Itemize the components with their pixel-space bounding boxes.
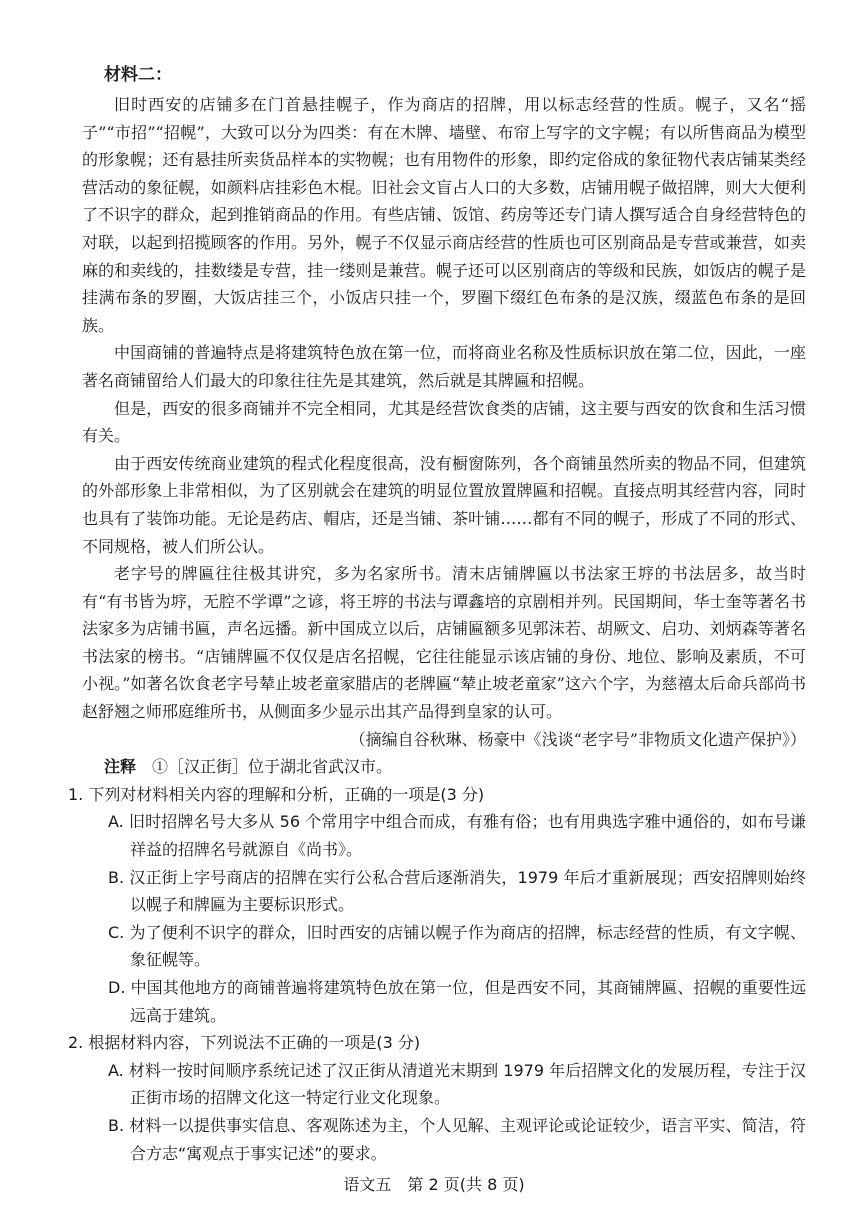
source-citation: （摘编自谷秋琳、杨豪中《浅谈“老字号”非物质文化遗产保护》） [349, 729, 806, 749]
question-stem: 1. 下列对材料相关内容的理解和分析，正确的一项是(3 分) [68, 784, 485, 804]
question-stem: 2. 根据材料内容，下列说法不正确的一项是(3 分) [68, 1033, 421, 1053]
option-a: A. 旧时招牌名号大多从 56 个常用字中组合而成，有雅有俗；也有用典选字雅中通俗的，如布号谦祥益的招牌名号就源自《尚书》。 [108, 812, 806, 860]
question-1 [68, 781, 806, 1029]
material-paragraph: 老字号的牌匾往往极其讲究，多为名家所书。清末店铺牌匾以书法家王垿的书法居多，故当时有“有书皆为垿，无腔不学谭”之谚，将王垿的书法与谭鑫培的京剧相并列。民国期间，华士奎等著名书法家多为店铺书匾，声名远播。新中国成立以后，店铺匾额多见郭沫若、胡厥文、启功、刘炳森等著名书法家的榜书。“店铺牌匾不仅仅是店名招幌，它往往能显示该店铺的身份、地位、影响及素质，不可小视。”如著名饮食老字号辇止坡老童家腊店的老牌匾“辇止坡老童家”这六个字，为慈禧太后命兵部尚书赵舒翘之师邢庭维所书，从侧面多少显示出其产品得到皇家的认可。 [82, 564, 806, 722]
material-paragraph: 由于西安传统商业建筑的程式化程度很高，没有橱窗陈列，各个商铺虽然所卖的物品不同，但建筑的外部形象上非常相似，为了区别就会在建筑的明显位置放置牌匾和招幌。直接点明其经营内容，同时也具有了装饰功能。无论是药店、帽店，还是当铺、茶叶铺……都有不同的幌子，形成了不同的形式、不同规格，被人们所公认。 [82, 453, 806, 556]
material-heading: 材料二： [104, 65, 172, 85]
material-paragraph: 但是，西安的很多商铺并不完全相同，尤其是经营饮食类的店铺，这主要与西安的饮食和生活习惯有关。 [82, 398, 806, 446]
material-paragraph: 旧时西安的店铺多在门首悬挂幌子，作为商店的招牌，用以标志经营的性质。幌子，又名“摇子”“市招”“招幌”，大致可以分为四类：有在木牌、墙壁、布帘上写字的文字幌；有以所售商品为模型的形象幌；还有悬挂所卖货品样本的实物幌；也有用物件的形象，即约定俗成的象征物代表店铺某类经营活动的象征幌，如颜料店挂彩色木棍。旧社会文盲占人口的大多数，店铺用幌子做招牌，则大大便利了不识字的群众，起到推销商品的作用。有些店铺、饭馆、药房等还专门请人撰写适合自身经营特色的对联，以起到招揽顾客的作用。另外，幌子不仅显示商店经营的性质也可区别商品是专营或兼营，如卖麻的和卖线的，挂数缕是专营，挂一缕则是兼营。幌子还可以区别商店的等级和民族，如饭店的幌子是挂满布条的罗圈，大饭店挂三个，小饭店只挂一个，罗圈下缀红色布条的是汉族，缀蓝色布条的是回族。 [82, 95, 806, 335]
option-c: C. 为了便利不识字的群众，旧时西安的店铺以幌子作为商店的招牌，标志经营的性质，有文字幌、象征幌等。 [108, 922, 806, 970]
option-b: B. 材料一以提供事实信息、客观陈述为主，个人见解、主观评论或论证较少，语言平实、简洁，符合方志“寓观点于事实记述”的要求。 [108, 1115, 806, 1163]
material-paragraph: 中国商铺的普遍特点是将建筑特色放在第一位，而将商业名称及性质标识放在第二位，因此，一座著名商铺留给人们最大的印象往往先是其建筑，然后就是其牌匾和招幌。 [82, 343, 806, 390]
note-label: 注释 [104, 757, 137, 777]
option-b: B. 汉正街上字号商店的招牌在实行公私合营后逐渐消失，1979 年后才重新展现；西安招牌则始终以幌子和牌匾为主要标识形式。 [108, 867, 806, 915]
option-a: A. 材料一按时间顺序系统记述了汉正街从清道光末期到 1979 年后招牌文化的发展历程，专注于汉正街市场的招牌文化这一特定行业文化现象。 [108, 1060, 806, 1108]
note-text: ①［汉正街］位于湖北省武汉市。 [152, 757, 393, 777]
page-footer: 语文五 第 2 页(共 8 页) [343, 1175, 525, 1194]
option-d: D. 中国其他地方的商铺普遍将建筑特色放在第一位，但是西安不同，其商铺牌匾、招幌的重要性远远高于建筑。 [108, 978, 806, 1025]
annotation-note [104, 753, 806, 781]
question-2 [68, 1029, 806, 1167]
